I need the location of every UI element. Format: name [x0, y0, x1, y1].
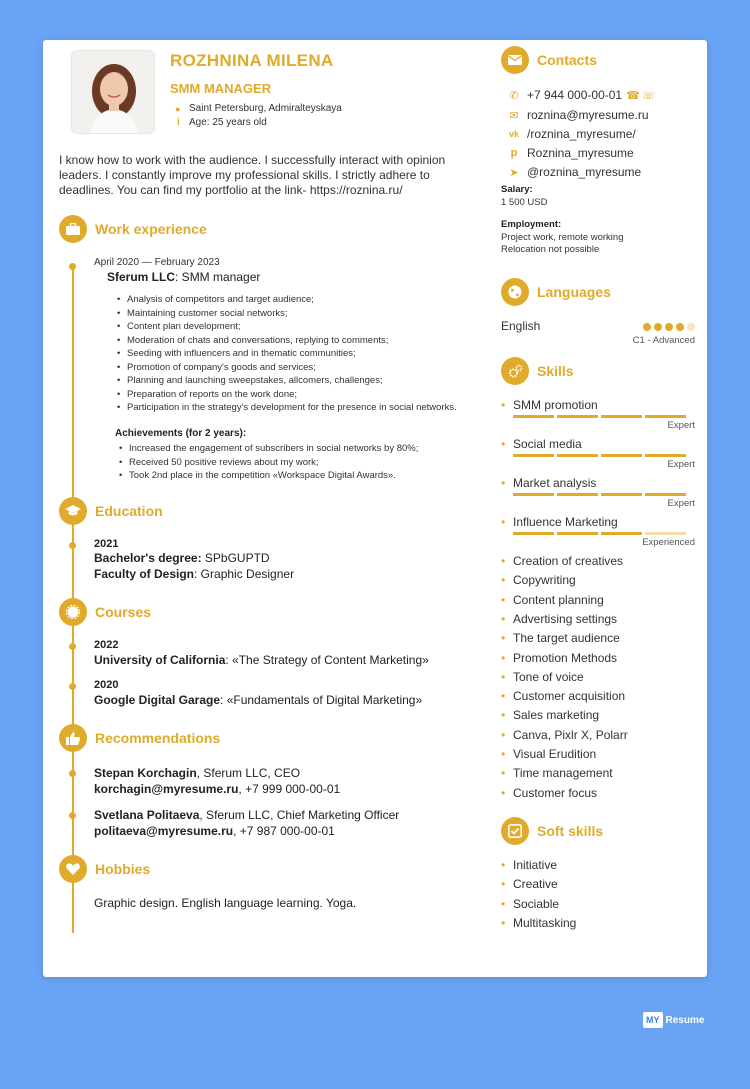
level-dot — [654, 323, 662, 331]
faculty-value: : Graphic Designer — [194, 567, 295, 581]
level-bar — [513, 454, 554, 457]
course-year: 2020 — [94, 679, 119, 691]
list-item-text: The target audience — [513, 631, 620, 646]
recommendation-row — [94, 808, 399, 822]
recommender-email[interactable]: korchagin@myresume.ru — [94, 782, 239, 796]
faculty-label: Faculty of Design — [94, 567, 195, 581]
language-level: C1 - Advanced — [632, 335, 695, 346]
hobbies-header — [59, 855, 150, 883]
checkbox-icon — [501, 817, 529, 845]
resume-page — [43, 40, 707, 977]
recommendations-header — [59, 724, 220, 752]
level-dot — [676, 323, 684, 331]
bullet: • — [501, 877, 506, 892]
recommender-email[interactable]: politaeva@myresume.ru — [94, 824, 234, 838]
skill-level: Expert — [667, 420, 695, 431]
languages-header — [501, 278, 611, 306]
recommender-phone: , +7 999 000-00-01 — [238, 782, 341, 796]
graduation-cap-icon — [59, 497, 87, 525]
phone-text: +7 944 000-00-01 — [527, 88, 623, 102]
timeline-dot — [69, 643, 76, 650]
list-item: • Took 2nd place in the competition «Workspace Digital Awards». — [119, 469, 459, 483]
list-item: • Seeding with influencers and in thematic communities; — [117, 347, 457, 361]
recommendation-row — [94, 766, 300, 780]
skill-name: Influence Marketing — [513, 515, 618, 529]
vk-text: /roznina_myresume/ — [527, 127, 636, 141]
recommendation-contact — [94, 782, 340, 796]
work-duties-list — [117, 293, 457, 415]
skill-item — [501, 437, 582, 451]
work-role: : SMM manager — [175, 270, 261, 284]
briefcase-icon — [59, 215, 87, 243]
course-name: : «The Strategy of Content Marketing» — [225, 653, 429, 667]
list-item — [501, 554, 623, 568]
list-item: • Planning and launching sweepstakes, allcomers, challenges; — [117, 374, 457, 388]
list-item — [501, 858, 557, 872]
education-year: 2021 — [94, 538, 119, 550]
bullet: • — [501, 650, 506, 665]
skill-level-bars — [513, 532, 686, 535]
bullet: • — [501, 669, 506, 684]
about-text: I know how to work with the audience. I successfully interact with opinion leaders. I constantly improve my professional skills. I strictly adhere to deadlines. You can find my portfolio at the link- https://roznina.ru/ — [59, 153, 446, 197]
skill-level: Expert — [667, 459, 695, 470]
level-bar — [513, 415, 554, 418]
level-dot — [687, 323, 695, 331]
education-faculty — [94, 567, 294, 581]
list-item-text: Time management — [513, 766, 613, 781]
timeline-dot — [69, 812, 76, 819]
timeline-dot — [69, 542, 76, 549]
skill-name: Social media — [513, 437, 582, 451]
skill-name: SMM promotion — [513, 398, 598, 412]
contact-telegram[interactable] — [501, 165, 641, 179]
badge-icon — [59, 598, 87, 626]
course-year: 2022 — [94, 639, 119, 651]
list-item-text: Creation of creatives — [513, 554, 624, 568]
list-item-text: Creative — [513, 877, 558, 892]
bullet: • — [501, 896, 506, 911]
list-item-text: Canva, Pixlr X, Polarr — [513, 727, 628, 742]
list-item — [501, 573, 576, 587]
bullet: • — [501, 785, 506, 800]
recommender-phone: , +7 987 000-00-01 — [233, 824, 335, 838]
skill-level: Experienced — [642, 537, 695, 548]
list-item — [501, 897, 559, 911]
skill-level-bars — [513, 493, 686, 496]
email-text: roznina@myresume.ru — [527, 108, 649, 122]
education-header — [59, 497, 163, 525]
bullet: • — [501, 858, 506, 872]
timeline-dot — [69, 770, 76, 777]
level-bar — [601, 532, 642, 535]
timeline-dot — [69, 683, 76, 690]
employment-label: Employment: — [501, 219, 562, 230]
list-item-text: Customer focus — [513, 785, 598, 800]
relocation-status: Relocation not possible — [501, 244, 600, 255]
bullet: • — [501, 766, 506, 781]
location-pin-icon: ● — [175, 103, 181, 114]
list-item — [501, 786, 597, 800]
work-company-row — [107, 270, 260, 284]
skills-title: Skills — [537, 363, 574, 379]
language-level-dots — [643, 323, 695, 331]
list-item: • Increased the engagement of subscribers in social networks by 80%; — [119, 442, 459, 456]
hobbies-text: Graphic design. English language learning. Yoga. — [94, 896, 357, 910]
gears-icon — [501, 357, 529, 385]
logo-mark: MY — [643, 1012, 663, 1028]
envelope-icon — [501, 46, 529, 74]
list-item-text: Tone of voice — [513, 669, 584, 684]
work-experience-title: Work experience — [95, 221, 207, 237]
bullet: • — [501, 631, 506, 646]
education-degree — [94, 551, 270, 565]
contact-email[interactable] — [501, 108, 649, 122]
list-item — [501, 728, 628, 742]
list-item — [501, 612, 617, 626]
courses-header — [59, 598, 151, 626]
age-text: Age: 25 years old — [189, 117, 267, 128]
contact-vk[interactable] — [501, 127, 636, 141]
timeline-dot — [69, 263, 76, 270]
work-period: April 2020 — February 2023 — [94, 257, 220, 268]
bullet: • — [501, 476, 506, 490]
list-item: • Moderation of chats and conversations, replying to comments; — [117, 334, 457, 348]
course-row — [94, 693, 422, 707]
profile-photo — [71, 50, 155, 134]
recommender-name: Stepan Korchagin — [94, 766, 197, 780]
degree-label: Bachelor's degree: — [94, 551, 202, 565]
list-item-text: Multitasking — [513, 915, 577, 930]
level-bar — [557, 532, 598, 535]
recommender-position: , Sferum LLC, CEO — [196, 766, 301, 780]
info-icon: i — [177, 117, 180, 128]
employment-block — [501, 219, 623, 257]
skills-header — [501, 357, 574, 385]
skill-item — [501, 476, 596, 490]
bullet: • — [501, 915, 506, 930]
thumbs-up-icon — [59, 724, 87, 752]
course-org: University of California — [94, 653, 226, 667]
bullet: • — [501, 689, 506, 704]
vk-icon: vk — [508, 129, 519, 139]
location-row — [175, 103, 342, 114]
list-item: • Content plan development; — [117, 320, 457, 334]
list-item — [501, 593, 604, 607]
work-experience-header — [59, 215, 207, 243]
salary-value: 1 500 USD — [501, 196, 548, 208]
level-bar — [645, 415, 686, 418]
recommender-position: , Sferum LLC, Chief Marketing Officer — [199, 808, 400, 822]
level-bar — [645, 532, 686, 535]
course-org: Google Digital Garage — [94, 693, 221, 707]
globe-icon — [501, 278, 529, 306]
level-bar — [645, 454, 686, 457]
viber-icon: ☏ — [641, 89, 656, 102]
course-name: : «Fundamentals of Digital Marketing» — [220, 693, 423, 707]
bullet: • — [501, 515, 506, 529]
languages-title: Languages — [537, 284, 611, 300]
salary-label: Salary: — [501, 184, 533, 195]
bullet: • — [501, 727, 506, 742]
list-item: • Promotion of company's goods and services; — [117, 361, 457, 375]
work-company: Sferum LLC — [107, 270, 176, 284]
list-item — [501, 747, 596, 761]
degree-value: SPbGUPTD — [201, 551, 270, 565]
courses-title: Courses — [95, 604, 152, 620]
telegram-icon: ➤ — [509, 166, 519, 179]
level-bar — [557, 454, 598, 457]
list-item — [501, 651, 617, 665]
skill-item — [501, 398, 598, 412]
recommendations-title: Recommendations — [95, 730, 221, 746]
pinterest-icon: p — [510, 147, 518, 159]
level-dot — [643, 323, 651, 331]
age-row — [175, 117, 267, 128]
list-item-text: Initiative — [513, 858, 558, 872]
list-item-text: Sales marketing — [513, 708, 600, 723]
bullet: • — [501, 573, 506, 588]
level-bar — [645, 493, 686, 496]
education-title: Education — [95, 503, 163, 519]
contact-phone[interactable] — [501, 88, 656, 102]
recommender-name: Svetlana Politaeva — [94, 808, 200, 822]
bullet: • — [501, 398, 506, 412]
recommendation-contact — [94, 824, 335, 838]
list-item — [501, 670, 584, 684]
mail-icon: ✉ — [509, 109, 519, 122]
list-item: • Participation in the strategy's development for the presence in social networks. — [117, 401, 457, 415]
list-item — [501, 766, 613, 780]
candidate-name: ROZHNINA MILENA — [170, 51, 334, 70]
course-row — [94, 653, 429, 667]
bullet: • — [501, 554, 506, 568]
list-item — [501, 916, 576, 930]
hobbies-title: Hobbies — [95, 861, 151, 877]
list-item — [501, 708, 599, 722]
level-bar — [513, 493, 554, 496]
level-bar — [557, 493, 598, 496]
list-item-text: Visual Erudition — [513, 747, 597, 761]
contact-pinterest[interactable] — [501, 146, 634, 160]
location-text: Saint Petersburg, Admiralteyskaya — [189, 103, 342, 114]
pinterest-text: Roznina_myresume — [527, 146, 634, 160]
level-bar — [601, 454, 642, 457]
achievements-title: Achievements (for 2 years): — [115, 428, 247, 439]
bullet: • — [501, 592, 506, 607]
skill-name: Market analysis — [513, 476, 597, 490]
contacts-title: Contacts — [537, 52, 597, 68]
whatsapp-icon: ☎ — [626, 89, 640, 102]
soft-skills-header — [501, 817, 603, 845]
language-name: English — [501, 319, 541, 333]
list-item-text: Content planning — [513, 592, 604, 607]
skill-level: Expert — [667, 498, 695, 509]
phone-icon: ✆ — [509, 89, 519, 102]
contacts-header — [501, 46, 597, 74]
list-item — [501, 877, 558, 891]
level-bar — [513, 532, 554, 535]
job-title: SMM MANAGER — [170, 81, 272, 96]
list-item: • Preparation of reports on the work done; — [117, 388, 457, 402]
telegram-text: @roznina_myresume — [527, 165, 642, 179]
list-item-text: Advertising settings — [513, 611, 618, 626]
bullet: • — [501, 708, 506, 723]
bullet: • — [501, 437, 506, 451]
list-item: • Analysis of competitors and target audience; — [117, 293, 457, 307]
logo-text: Resume — [665, 1014, 705, 1026]
bullet: • — [501, 611, 506, 626]
list-item — [501, 631, 620, 645]
skill-level-bars — [513, 415, 686, 418]
level-bar — [601, 415, 642, 418]
myresume-logo — [643, 1012, 704, 1028]
employment-type: Project work, remote working — [501, 231, 624, 243]
bullet: • — [501, 747, 506, 761]
salary-block — [501, 184, 547, 209]
list-item-text: Sociable — [513, 896, 560, 911]
list-item-text: Copywriting — [513, 573, 576, 588]
level-bar — [557, 415, 598, 418]
achievements-list — [119, 442, 459, 483]
heart-icon — [59, 855, 87, 883]
list-item-text: Promotion Methods — [513, 650, 618, 665]
list-item: • Maintaining customer social networks; — [117, 307, 457, 321]
list-item-text: Customer acquisition — [513, 689, 626, 704]
list-item — [501, 689, 625, 703]
skill-level-bars — [513, 454, 686, 457]
soft-skills-title: Soft skills — [537, 823, 604, 839]
list-item: • Received 50 positive reviews about my work; — [119, 456, 459, 470]
level-bar — [601, 493, 642, 496]
level-dot — [665, 323, 673, 331]
skill-item — [501, 515, 618, 529]
